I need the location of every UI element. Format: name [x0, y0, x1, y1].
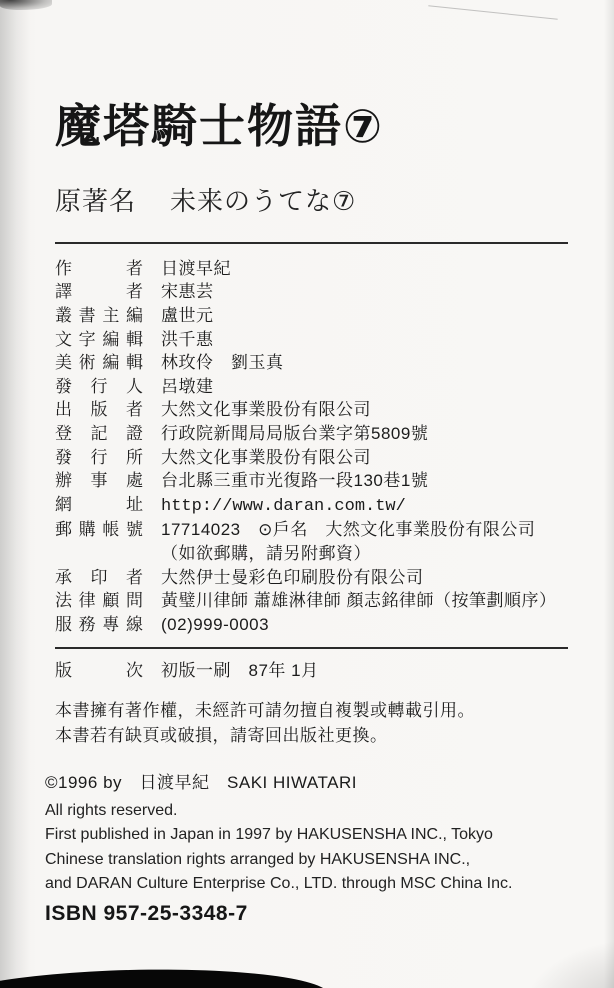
- copyright-line: and DARAN Culture Enterprise Co., LTD. through MSC China Inc.: [45, 875, 513, 893]
- credit-row: [55, 304, 578, 328]
- copyright-line: All rights reserved.: [45, 801, 178, 819]
- credit-row: [55, 328, 578, 352]
- original-title-row: [55, 181, 578, 218]
- credit-value: 日渡早紀: [161, 258, 231, 278]
- copyright-author-line: ©1996 by 日渡早紀 SAKI HIWATARI: [45, 772, 357, 792]
- edition-value: 初版一刷 87年 1月: [161, 661, 319, 681]
- credit-value: 台北縣三重市光復路一段130巷1號: [161, 471, 429, 491]
- credits-list: [55, 257, 578, 637]
- credit-row: [55, 589, 578, 613]
- credit-label: 發 行 所: [55, 447, 143, 467]
- credit-row: [55, 469, 578, 493]
- credit-value: http://www.daran.com.tw/: [161, 496, 406, 516]
- credit-value: 行政院新聞局局版台業字第5809號: [161, 424, 429, 444]
- credit-label: 郵 購 帳 號: [55, 520, 143, 540]
- edition-row: [55, 659, 578, 683]
- credit-value: 大然伊士曼彩色印刷股份有限公司: [161, 567, 424, 587]
- book-title: 魔塔騎士物語⑦: [55, 100, 384, 152]
- scan-shadow-bottom-right: [524, 938, 614, 988]
- credit-row: [55, 446, 578, 470]
- divider-top: [55, 242, 568, 244]
- credit-row: [55, 280, 578, 304]
- credit-row: [55, 398, 578, 422]
- credit-value: 林玫伶 劉玉真: [161, 353, 284, 373]
- credit-row: [55, 518, 578, 542]
- credit-label: 譯 者: [55, 282, 143, 302]
- copyright-notices: [55, 698, 578, 749]
- credit-label: 網 址: [55, 494, 143, 514]
- edition-label: 版 次: [55, 661, 143, 681]
- credit-value: 宋惠芸: [161, 282, 214, 302]
- credit-value: 盧世元: [161, 306, 214, 326]
- copyright-english-lines: [45, 799, 578, 897]
- credit-label: 文 字 編 輯: [55, 329, 143, 349]
- credit-value: (02)999-0003: [161, 614, 270, 634]
- credit-label: 出 版 者: [55, 400, 143, 420]
- credit-label: 服 務 專 線: [55, 614, 143, 634]
- credit-note: （如欲郵購，請另附郵資）: [161, 544, 371, 564]
- credit-label: 法 律 顧 問: [55, 591, 143, 611]
- copyright-block: [45, 770, 578, 926]
- original-title-label: 原著名: [55, 185, 137, 216]
- credit-value: 大然文化事業股份有限公司: [161, 447, 371, 467]
- credit-row: [55, 351, 578, 375]
- credit-label: 承 印 者: [55, 567, 143, 587]
- credit-label: 登 記 證: [55, 424, 143, 444]
- notice-line: 本書若有缺頁或破損，請寄回出版社更換。: [55, 726, 388, 746]
- original-title-value: 未来のうてな⑦: [170, 185, 357, 216]
- credit-label: 美 術 編 輯: [55, 353, 143, 373]
- credit-label: 叢 書 主 編: [55, 306, 143, 326]
- credit-row: [55, 566, 578, 590]
- copyright-line: Chinese translation rights arranged by HAKUSENSHA INC.,: [45, 850, 471, 868]
- copyright-line: First published in Japan in 1997 by HAKUSENSHA INC., Tokyo: [45, 826, 493, 844]
- credit-value: 洪千惠: [161, 329, 214, 349]
- credit-row: [55, 613, 578, 637]
- credit-value: 呂墩建: [161, 376, 214, 396]
- credit-value: 大然文化事業股份有限公司: [161, 400, 371, 420]
- divider-edition: [55, 647, 568, 649]
- notice-line: 本書擁有著作權，未經許可請勿擅自複製或轉載引用。: [55, 700, 475, 720]
- credit-row: [55, 493, 578, 519]
- credit-label: 作 者: [55, 258, 143, 278]
- credit-label: 辦 事 處: [55, 471, 143, 491]
- credit-row: [55, 375, 578, 399]
- credit-value: 黃璧川律師 蕭雄淋律師 顏志銘律師（按筆劃順序）: [161, 591, 557, 611]
- credit-label: 發 行 人: [55, 376, 143, 396]
- isbn: ISBN 957-25-3348-7: [45, 901, 248, 925]
- credit-row: [55, 257, 578, 281]
- scan-shadow-bottom-left: [0, 965, 331, 988]
- credit-value: 17714023 ⊙戶名 大然文化事業股份有限公司: [161, 520, 536, 540]
- credit-row: [55, 422, 578, 446]
